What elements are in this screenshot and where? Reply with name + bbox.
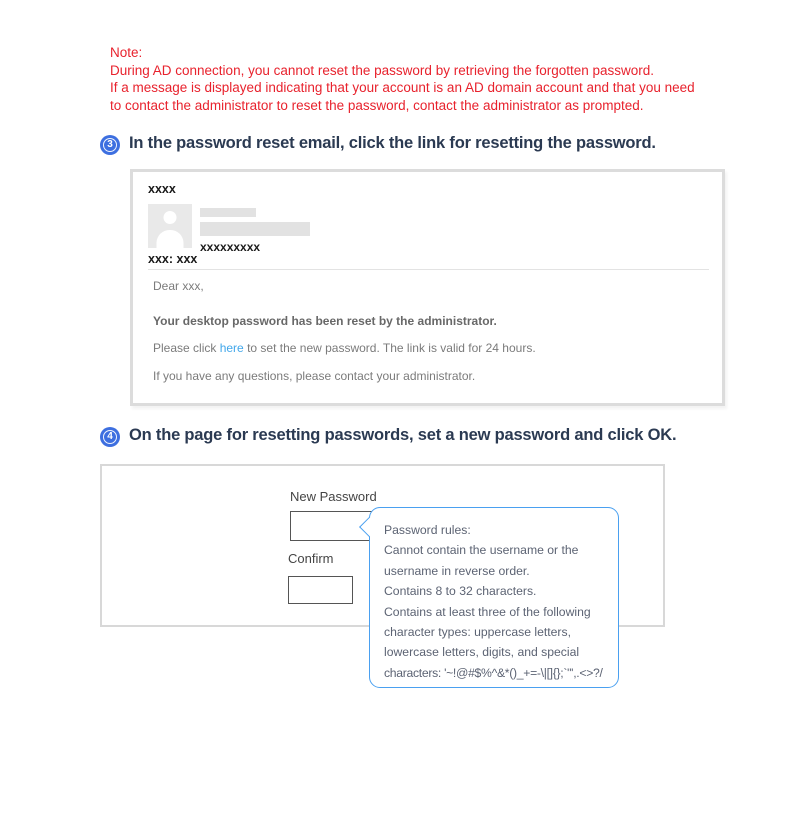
step-4-text bbox=[129, 426, 676, 445]
placeholder-bar bbox=[200, 208, 256, 217]
tooltip-line: Cannot contain the username or the bbox=[384, 543, 579, 558]
tooltip-line: Contains 8 to 32 characters. bbox=[384, 584, 537, 599]
email-sender: xxxx bbox=[148, 182, 176, 196]
step-4 bbox=[100, 426, 676, 447]
note-line: During AD connection, you cannot reset the password by retrieving the forgotten password. bbox=[110, 62, 655, 78]
confirm-label: Confirm bbox=[288, 551, 334, 566]
tooltip-line: character types: uppercase letters, bbox=[384, 625, 571, 640]
ok-button-reference: OK bbox=[647, 426, 672, 444]
tooltip-line: characters: '~!@#$%^&*()_+=-\|[]{};`"',.<>?/ bbox=[384, 665, 603, 680]
link-suffix: to set the new password. The link is valid for 24 hours. bbox=[243, 341, 536, 355]
note-line: to contact the administrator to reset the password, contact the administrator as prompted. bbox=[110, 97, 644, 113]
new-password-label: New Password bbox=[290, 489, 377, 504]
confirm-input[interactable] bbox=[288, 576, 353, 604]
email-link-line bbox=[153, 341, 536, 355]
email-greeting: Dear xxx, bbox=[153, 279, 204, 293]
step-4-text-before: On the page for resetting passwords, set a new password and click bbox=[129, 426, 648, 444]
person-icon-head bbox=[164, 211, 177, 224]
email-footer: If you have any questions, please contact your administrator. bbox=[153, 369, 476, 383]
step-3 bbox=[100, 134, 656, 155]
tooltip-line: username in reverse order. bbox=[384, 563, 530, 578]
step-4-number: 4 bbox=[103, 430, 117, 444]
link-prefix: Please click bbox=[153, 341, 220, 355]
tooltip-line: lowercase letters, digits, and special bbox=[384, 645, 580, 660]
email-screenshot bbox=[130, 169, 725, 406]
avatar bbox=[148, 204, 192, 248]
divider bbox=[148, 269, 709, 270]
email-recipient: xxxxxxxxx bbox=[200, 240, 261, 254]
step-4-text-after: . bbox=[671, 426, 677, 444]
step-3-number: 3 bbox=[103, 138, 117, 152]
step-3-number-badge bbox=[100, 135, 120, 155]
email-body-bold: Your desktop password has been reset by the administrator. bbox=[153, 314, 497, 328]
placeholder-bar bbox=[200, 222, 310, 236]
note-block bbox=[110, 44, 695, 114]
step-3-text: In the password reset email, click the link for resetting the password. bbox=[129, 134, 656, 152]
reset-password-link[interactable]: here bbox=[219, 341, 244, 355]
note-title: Note: bbox=[110, 45, 143, 60]
note-line: If a message is displayed indicating that your account is an AD domain account and that you need bbox=[110, 80, 695, 95]
tooltip-line: Contains at least three of the following bbox=[384, 604, 591, 619]
password-rules-tooltip bbox=[369, 507, 619, 688]
step-4-number-badge bbox=[100, 427, 120, 447]
person-icon-body bbox=[157, 230, 184, 248]
tooltip-line: Password rules: bbox=[384, 523, 471, 537]
email-subject: xxx: xxx bbox=[148, 252, 198, 266]
